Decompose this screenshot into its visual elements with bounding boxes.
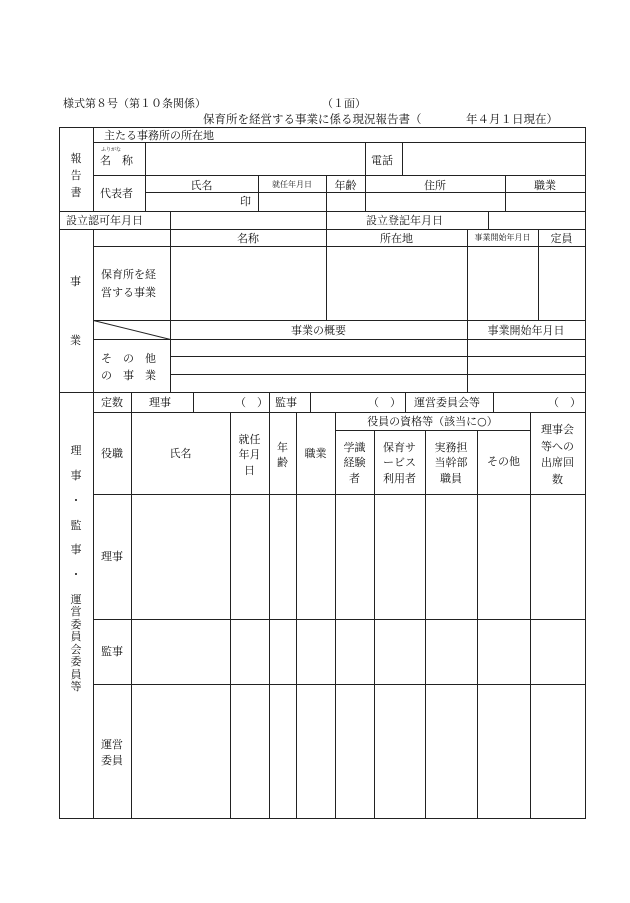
name-ruby: ふりがな xyxy=(101,147,122,153)
rep-col-age: 年齢 xyxy=(334,179,357,192)
rep-col-occupation: 職業 xyxy=(534,179,556,192)
off-col-role: 役職 xyxy=(101,447,123,460)
quota-auditor-label: 監事 xyxy=(275,396,297,409)
off-col-attendance: 理事会 等への 出席回 数 xyxy=(541,423,574,486)
nursery-business-label-1: 保育所を経 xyxy=(101,268,156,281)
other-summary-header: 事業の概要 xyxy=(291,324,346,337)
rep-col-address: 住所 xyxy=(424,179,446,192)
business-section-label-1: 事 xyxy=(70,275,81,288)
biz-col-capacity: 定員 xyxy=(550,232,573,245)
form-number: 様式第８号（第１０条関係） xyxy=(63,97,206,110)
form-outer-border xyxy=(60,128,586,819)
off-col-appointed: 就任 年月 日 xyxy=(238,433,261,477)
row-committee-label: 運営 委員 xyxy=(101,738,123,767)
other-start-date-header: 事業開始年月日 xyxy=(487,324,565,337)
qual-col-user: 保育サ ービス 利用者 xyxy=(383,441,416,485)
representative-label: 代表者 xyxy=(100,187,133,200)
report-section-label: 報 告 書 xyxy=(70,152,82,200)
name-label: 名 称 xyxy=(100,154,133,167)
off-col-name: 氏名 xyxy=(169,447,192,460)
form-title: 保育所を経営する事業に係る現況報告書（ xyxy=(203,112,422,126)
nursery-business-label-2: 営する事業 xyxy=(101,286,156,299)
page-label: （１面） xyxy=(322,97,366,110)
off-col-age: 年 齢 xyxy=(277,441,288,470)
rep-col-appointed: 就任年月日 xyxy=(272,180,312,189)
seal-mark: 印 xyxy=(240,195,251,208)
quota-director-label: 理事 xyxy=(149,396,171,409)
qual-col-staff: 実務担 当幹部 職員 xyxy=(434,441,468,485)
biz-col-name: 名称 xyxy=(237,232,259,245)
qualification-header: 役員の資格等（該当に○） xyxy=(367,415,498,428)
off-col-occupation: 職業 xyxy=(304,447,327,460)
approval-date-label: 設立認可年月日 xyxy=(66,214,143,227)
row-auditor-label: 監事 xyxy=(101,645,123,658)
qual-col-expert: 学識 経験 者 xyxy=(343,441,366,485)
business-section-label-2: 業 xyxy=(70,334,81,347)
biz-col-start-date: 事業開始年月日 xyxy=(474,233,531,242)
other-business-label-2: の 事 業 xyxy=(101,369,156,382)
quota-director-paren: （ ） xyxy=(235,396,268,409)
qual-col-other: その他 xyxy=(487,455,520,468)
quota-label: 定数 xyxy=(101,396,123,409)
officers-section-label: 理 事 ・ 監 事 ・ 運 営 委 員 会 委 員 等 xyxy=(70,444,82,694)
quota-auditor-paren: （ ） xyxy=(368,396,401,409)
quota-committee-label: 運営委員会等 xyxy=(414,396,480,409)
rep-col-name: 氏名 xyxy=(190,179,213,192)
phone-label: 電話 xyxy=(371,154,393,167)
other-business-label-1: そ の 他 xyxy=(101,352,156,365)
form-title-date: 年４月１日現在） xyxy=(466,112,558,126)
registration-date-label: 設立登記年月日 xyxy=(366,214,443,227)
quota-committee-paren: （ ） xyxy=(548,396,581,409)
row-director-label: 理事 xyxy=(101,550,123,563)
office-address-label: 主たる事務所の所在地 xyxy=(104,129,214,142)
biz-col-location: 所在地 xyxy=(380,232,413,245)
